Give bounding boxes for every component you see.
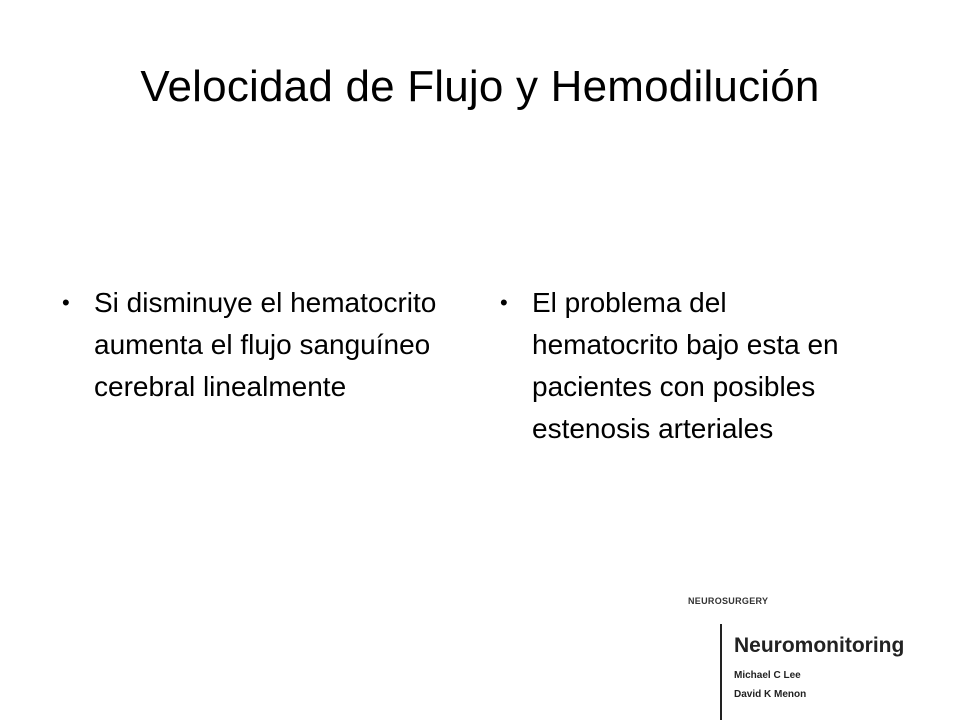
reference-author: David K Menon bbox=[734, 689, 807, 700]
reference-title: Neuromonitoring bbox=[734, 634, 905, 657]
left-bullet-list bbox=[62, 282, 442, 408]
reference-author: Michael C Lee bbox=[734, 670, 801, 681]
right-bullet-text: El problema del hematocrito bajo esta en pacientes con posibles estenosis arteriales bbox=[532, 287, 839, 444]
left-bullet-item bbox=[62, 282, 442, 408]
left-bullet-text: Si disminuye el hematocrito aumenta el flujo sanguíneo cerebral linealmente bbox=[94, 287, 437, 402]
bullet-marker: • bbox=[500, 290, 508, 315]
reference-divider bbox=[720, 624, 722, 720]
slide-title: Velocidad de Flujo y Hemodilución bbox=[140, 62, 820, 111]
reference-citation bbox=[688, 592, 960, 720]
right-bullet-list bbox=[500, 282, 880, 450]
right-bullet-item bbox=[500, 282, 880, 450]
bullet-marker: • bbox=[62, 290, 70, 315]
reference-journal: NEUROSURGERY bbox=[688, 596, 769, 606]
